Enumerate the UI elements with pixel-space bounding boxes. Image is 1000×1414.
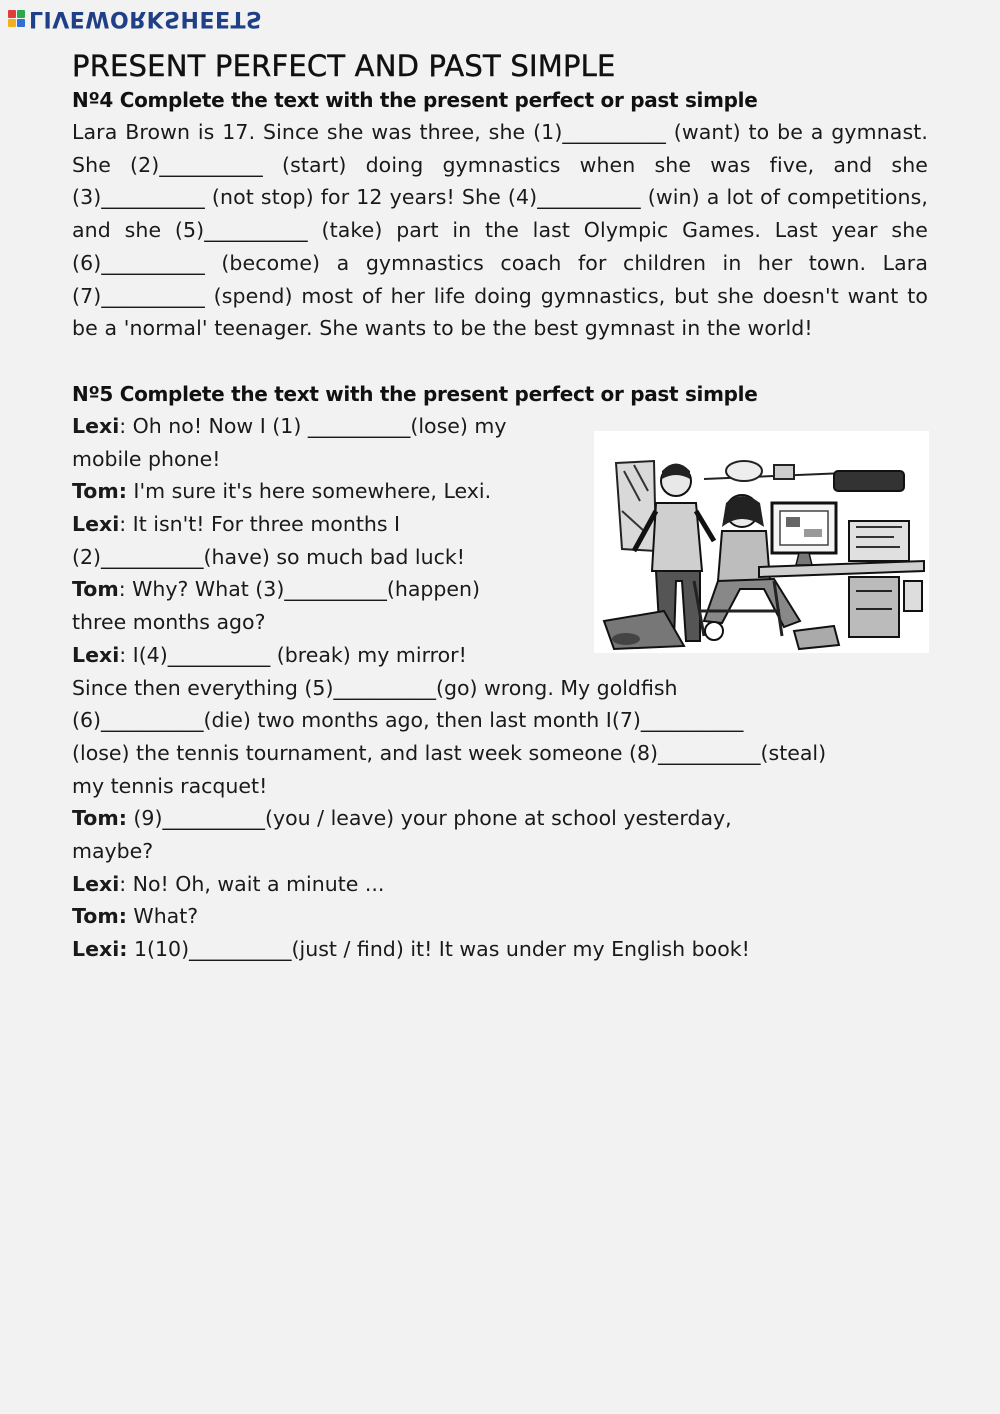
logo-block-green — [17, 10, 25, 18]
dialogue-text: : Oh no! Now I (1) __________(lose) my — [119, 413, 507, 438]
speaker-name: Tom: — [72, 806, 127, 831]
dialogue-line — [72, 672, 928, 705]
logo-text: LIVEWORKSHEETS — [29, 6, 263, 31]
logo-block-red — [8, 10, 16, 18]
dialogue-line — [72, 933, 928, 966]
dialogue-text: my tennis racquet! — [72, 773, 268, 798]
liveworksheets-logo — [8, 4, 262, 32]
dialogue-text: (6)__________(die) two months ago, then last month I(7)__________ — [72, 708, 744, 733]
exercise-4-heading: Nº4 Complete the text with the present perfect or past simple — [72, 88, 758, 112]
dialogue-text: I'm sure it's here somewhere, Lexi. — [126, 479, 492, 504]
dialogue-text: (9)__________(you / leave) your phone at school yesterday, — [126, 806, 732, 831]
speaker-name: Lexi — [72, 642, 120, 667]
speaker-name: Lexi: — [72, 937, 128, 962]
dialogue-line — [72, 868, 928, 901]
worksheet-page — [72, 48, 928, 966]
dialogue-text: : Why? What (3)__________(happen) — [118, 577, 481, 602]
speaker-name: Tom: — [72, 479, 127, 504]
dialogue-text: 1(10)__________(just / find) it! It was under my English book! — [127, 937, 750, 962]
dialogue-line — [72, 900, 928, 933]
dialogue-line — [72, 770, 928, 803]
logo-block-blue — [17, 19, 25, 27]
speaker-name: Tom: — [72, 904, 127, 929]
teens-at-messy-desk-illustration-icon — [594, 431, 929, 653]
dialogue-line — [72, 802, 928, 835]
dialogue-text: mobile phone! — [72, 446, 221, 471]
exercise-4-text: Lara Brown is 17. Since she was three, she (1)__________ (want) to be a gymnast. She (2)__________ (start) doing gymnastics when she was five, and she (3)__________ (not stop) for 12 years! She (4)__________ (win) a lot of competitions, and she (5)__________ (take) part in the last Olympic Games. Last year she (6)__________ (become) a gymnastics coach for children in her town. Lara (7)__________ (spend) most of her life doing gymnastics, but she doesn't want to be a 'normal' teenager. She wants to be the best gymnast in the world! — [72, 120, 928, 341]
speaker-name: Lexi — [72, 512, 120, 537]
dialogue-text: : I(4)__________ (break) my mirror! — [119, 642, 467, 667]
logo-blocks-icon — [8, 10, 25, 27]
dialogue-text: : It isn't! For three months I — [119, 512, 401, 537]
exercise-5-dialogue — [72, 410, 928, 966]
exercise-5-heading: Nº5 Complete the text with the present perfect or past simple — [72, 381, 758, 406]
worksheet-title: PRESENT PERFECT AND PAST SIMPLE — [72, 49, 616, 83]
dialogue-line — [72, 704, 928, 737]
dialogue-text: maybe? — [72, 839, 154, 864]
dialogue-text: Since then everything (5)__________(go) wrong. My goldfish — [72, 675, 678, 700]
dialogue-text: (lose) the tennis tournament, and last week someone (8)__________(steal) — [72, 740, 827, 765]
speaker-name: Tom — [72, 577, 119, 602]
dialogue-line — [72, 835, 928, 868]
logo-block-yellow — [8, 19, 16, 27]
speaker-name: Lexi — [72, 413, 120, 438]
dialogue-text: three months ago? — [72, 610, 266, 635]
speaker-name: Lexi — [72, 871, 120, 896]
dialogue-text: (2)__________(have) so much bad luck! — [72, 544, 465, 569]
dialogue-text: : No! Oh, wait a minute ... — [119, 871, 385, 896]
dialogue-line — [72, 737, 928, 770]
dialogue-text: What? — [126, 904, 199, 929]
